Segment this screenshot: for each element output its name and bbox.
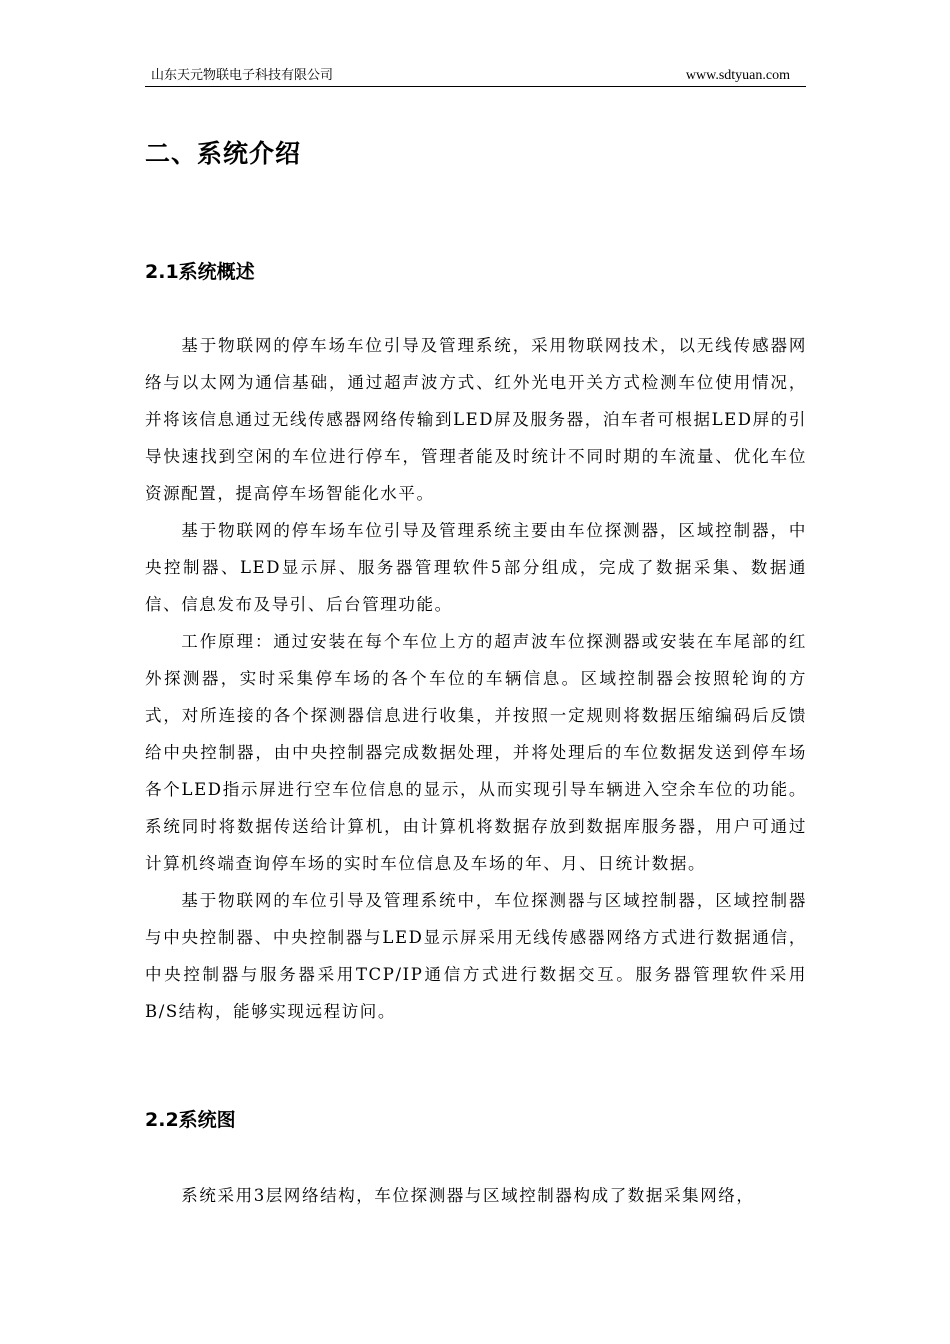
paragraph: 基于物联网的停车场车位引导及管理系统，采用物联网技术，以无线传感器网络与以太网为通信基础，通过超声波方式、红外光电开关方式检测车位使用情况，并将该信息通过无线传感器网络传输到LED屏及服务器，泊车者可根据LED屏的引导快速找到空闲的车位进行停车，管理者能及时统计不同时期的车流量、优化车位资源配置，提高停车场智能化水平。 [145,336,807,503]
heading-2-1: 2.1系统概述 [145,261,255,283]
section-title: 二、系统介绍 [145,139,302,168]
section-2-1-body [145,327,807,1030]
page-header [145,66,806,87]
header-website: www.sdtyuan.com [685,68,790,83]
paragraph: 工作原理：通过安装在每个车位上方的超声波车位探测器或安装在车尾部的红外探测器，实时采集停车场的各个车位的车辆信息。区域控制器会按照轮询的方式，对所连接的各个探测器信息进行收集，并按照一定规则将数据压缩编码后反馈给中央控制器，由中央控制器完成数据处理，并将处理后的车位数据发送到停车场各个LED指示屏进行空车位信息的显示，从而实现引导车辆进入空余车位的功能。系统同时将数据传送给计算机，由计算机将数据存放到数据库服务器，用户可通过计算机终端查询停车场的实时车位信息及车场的年、月、日统计数据。 [145,632,807,873]
paragraph: 基于物联网的车位引导及管理系统中，车位探测器与区域控制器，区域控制器与中央控制器、中央控制器与LED显示屏采用无线传感器网络方式进行数据通信，中央控制器与服务器采用TCP/IP通信方式进行数据交互。服务器管理软件采用B/S结构，能够实现远程访问。 [145,891,807,1021]
paragraph: 系统采用3层网络结构，车位探测器与区域控制器构成了数据采集网络， [181,1186,755,1205]
heading-2-2: 2.2系统图 [145,1109,236,1131]
section-2-2-body [145,1177,807,1214]
header-company-name: 山东天元物联电子科技有限公司 [151,68,334,83]
paragraph: 基于物联网的停车场车位引导及管理系统主要由车位探测器，区域控制器，中央控制器、LED显示屏、服务器管理软件5部分组成，完成了数据采集、数据通信、信息发布及导引、后台管理功能。 [145,521,807,614]
